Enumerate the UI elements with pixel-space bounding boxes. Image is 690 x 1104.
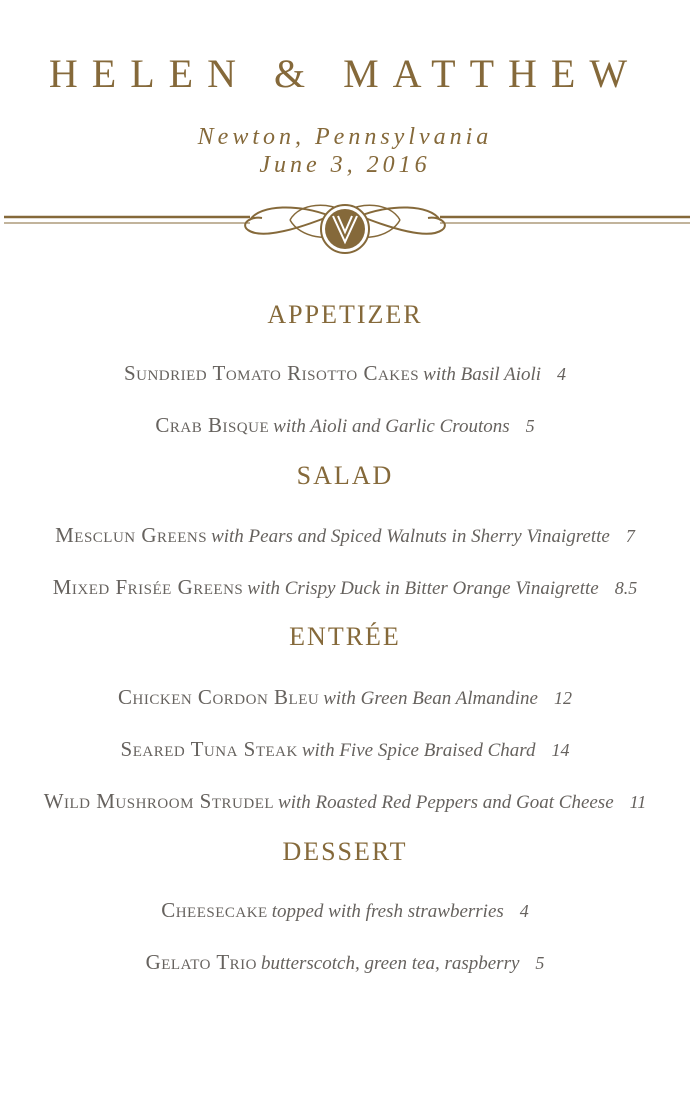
menu-item-description: with Roasted Red Peppers and Goat Cheese	[278, 792, 614, 813]
menu-item-name: Mesclun Greens	[55, 523, 208, 547]
menu-item-name: Mixed Frisée Greens	[52, 575, 244, 599]
menu-item-price: 12	[553, 688, 572, 708]
menu-item-description: butterscotch, green tea, raspberry	[261, 953, 520, 974]
menu-item	[0, 950, 690, 975]
menu-item-price: 8.5	[614, 578, 638, 598]
menu-item	[0, 575, 690, 600]
menu-item	[0, 737, 690, 762]
section-title-salad: SALAD	[296, 461, 394, 490]
menu-item-description: with Basil Aioli	[423, 364, 542, 385]
menu-item	[0, 685, 690, 710]
ornamental-divider	[0, 196, 690, 262]
section-title-dessert: DESSERT	[282, 837, 408, 866]
menu-item-price: 4	[519, 901, 529, 921]
menu-item-name: Wild Mushroom Strudel	[43, 789, 275, 813]
menu-item-price: 5	[535, 953, 545, 973]
menu-item-name: Sundried Tomato Risotto Cakes	[123, 361, 420, 385]
menu-item-price: 7	[625, 526, 635, 546]
menu-item-price: 5	[525, 416, 535, 436]
menu-item-description: with Crispy Duck in Bitter Orange Vinaigrette	[247, 578, 599, 599]
menu-item-name: Crab Bisque	[155, 413, 270, 437]
menu-item	[0, 898, 690, 923]
menu-item-price: 14	[551, 740, 570, 760]
menu-item-description: with Aioli and Garlic Croutons	[273, 416, 510, 437]
menu-item-name: Seared Tuna Steak	[120, 737, 298, 761]
menu-item-price: 11	[629, 792, 647, 812]
menu-item-price: 4	[557, 364, 567, 384]
menu-item	[0, 413, 690, 438]
menu-item	[0, 789, 690, 814]
menu-item-description: with Pears and Spiced Walnuts in Sherry Vinaigrette	[211, 526, 610, 547]
menu-item-name: Cheesecake	[161, 898, 268, 922]
menu-item-name: Chicken Cordon Bleu	[118, 685, 320, 709]
menu-item	[0, 523, 690, 548]
menu-item-description: with Green Bean Almandine	[323, 688, 538, 709]
section-title-appetizer: APPETIZER	[267, 300, 423, 329]
event-date: June 3, 2016	[259, 152, 431, 178]
menu-item-name: Gelato Trio	[145, 950, 258, 974]
menu-item-description: with Five Spice Braised Chard	[301, 740, 536, 761]
event-location: Newton, Pennsylvania	[197, 124, 493, 150]
couple-names-title: HELEN & MATTHEW	[48, 51, 642, 96]
menu-item-description: topped with fresh strawberries	[271, 901, 504, 922]
menu-item	[0, 361, 690, 386]
section-title-entree: ENTRÉE	[289, 622, 401, 651]
